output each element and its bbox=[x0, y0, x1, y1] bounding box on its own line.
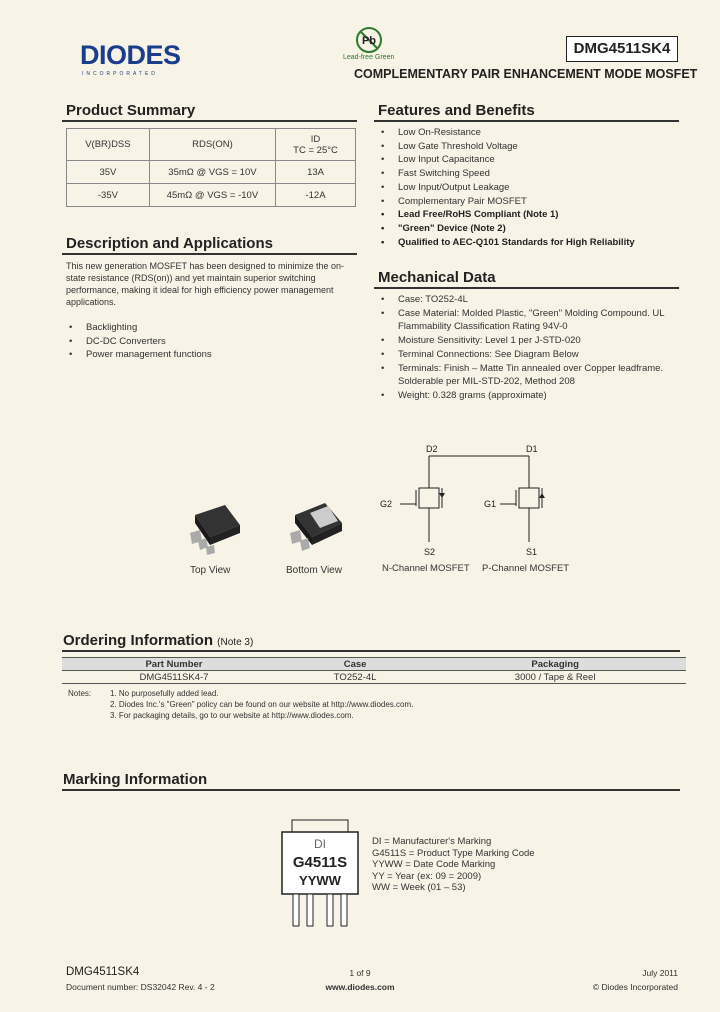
marking-chip-diagram bbox=[280, 818, 360, 930]
list-item: • Moisture Sensitivity: Level 1 per J-STD-020 bbox=[378, 334, 678, 348]
notes-list bbox=[110, 688, 610, 721]
product-summary-table bbox=[66, 128, 356, 207]
list-item: • Low Input/Output Leakage bbox=[378, 181, 678, 195]
diodes-logo-subtitle: INCORPORATED bbox=[82, 71, 158, 77]
header-case: Case bbox=[286, 658, 424, 671]
note-item: 1. No purposefully added lead. bbox=[110, 689, 219, 698]
p-channel-label: P-Channel MOSFET bbox=[482, 563, 570, 574]
list-item: • Backlighting bbox=[66, 321, 356, 335]
part-number-box: DMG4511SK4 bbox=[566, 36, 678, 62]
section-divider bbox=[62, 789, 680, 791]
marking-legend bbox=[372, 836, 672, 894]
list-item: • Case Material: Molded Plastic, "Green" Molding Compound. UL Flammability Classification Rating 94V-0 bbox=[378, 307, 678, 334]
cell: TO252-4L bbox=[286, 671, 424, 684]
table-row bbox=[67, 161, 356, 184]
description-line: state resistance (RDS(on)) and yet maintain superior switching bbox=[66, 273, 316, 283]
cell: -12A bbox=[276, 184, 356, 207]
note-item: 3. For packaging details, go to our website at http://www.diodes.com. bbox=[110, 711, 354, 720]
ordering-table bbox=[62, 657, 686, 684]
description-text bbox=[66, 260, 366, 308]
list-item: • Low Gate Threshold Voltage bbox=[378, 140, 678, 154]
chip-code: G4511S bbox=[292, 854, 348, 871]
pin-s1-label: S1 bbox=[526, 547, 538, 557]
note-item: 2. Diodes Inc.'s "Green" policy can be found on our website at http://www.diodes.com. bbox=[110, 700, 414, 709]
list-item: • Fast Switching Speed bbox=[378, 167, 678, 181]
footer-copyright: © Diodes Incorporated bbox=[592, 982, 678, 992]
chip-logo-mark: DI bbox=[314, 837, 326, 851]
chip-date: YYWW bbox=[299, 873, 341, 888]
mechanical-title: Mechanical Data bbox=[378, 269, 496, 286]
header-vbrdss: V(BR)DSS bbox=[67, 129, 150, 161]
mosfet-schematic bbox=[378, 440, 578, 565]
notes-label: Notes: bbox=[68, 689, 92, 698]
header-rdson: RDS(ON) bbox=[149, 129, 275, 161]
diodes-logo: DIODES bbox=[80, 40, 181, 70]
list-item: • Complementary Pair MOSFET bbox=[378, 195, 678, 209]
description-line: performance, making it ideal for high efficiency power management bbox=[66, 285, 334, 295]
ordering-note: (Note 3) bbox=[217, 637, 254, 648]
cell: 35V bbox=[67, 161, 150, 184]
list-item: • Power management functions bbox=[66, 348, 356, 362]
cell: DMG4511SK4-7 bbox=[62, 671, 286, 684]
description-line: This new generation MOSFET has been designed to minimize the on- bbox=[66, 261, 344, 271]
list-item: • Case: TO252-4L bbox=[378, 293, 678, 307]
bottom-view-label: Bottom View bbox=[286, 565, 342, 576]
lead-free-label: Lead-free Green bbox=[343, 54, 395, 61]
pin-g2-label: G2 bbox=[380, 499, 393, 509]
table-row bbox=[62, 671, 686, 684]
list-item: • Qualified to AEC-Q101 Standards for High Reliability bbox=[378, 236, 678, 250]
mechanical-list bbox=[378, 293, 678, 403]
list-item: • Terminal Connections: See Diagram Below bbox=[378, 348, 678, 362]
section-divider bbox=[62, 650, 680, 652]
legend-item: YYWW = Date Code Marking bbox=[372, 859, 496, 870]
legend-item: DI = Manufacturer's Marking bbox=[372, 836, 492, 847]
list-item: • Terminals: Finish – Matte Tin annealed over Copper leadframe. Solderable per MIL-STD-202, Method 208 bbox=[378, 362, 678, 389]
ordering-title bbox=[63, 632, 253, 649]
pin-g1-label: G1 bbox=[484, 499, 497, 509]
list-item: • "Green" Device (Note 2) bbox=[378, 222, 678, 236]
list-item: • Low Input Capacitance bbox=[378, 153, 678, 167]
section-divider bbox=[62, 253, 357, 255]
features-title: Features and Benefits bbox=[378, 102, 535, 119]
legend-item: YY = Year (ex: 09 = 2009) bbox=[372, 870, 482, 882]
package-top-view-image bbox=[180, 495, 250, 565]
product-summary-title: Product Summary bbox=[66, 102, 196, 119]
document-subtitle: COMPLEMENTARY PAIR ENHANCEMENT MODE MOSFET bbox=[354, 67, 698, 81]
ordering-title-text: Ordering Information bbox=[63, 632, 213, 649]
pin-d2-label: D2 bbox=[426, 444, 438, 454]
marking-title: Marking Information bbox=[63, 771, 208, 788]
package-bottom-view-image bbox=[280, 493, 350, 563]
legend-item: WW = Week (01 – 53) bbox=[372, 882, 466, 893]
footer-page-number: 1 of 9 bbox=[349, 968, 371, 978]
cell: 3000 / Tape & Reel bbox=[424, 671, 686, 684]
section-divider bbox=[374, 287, 679, 289]
footer-website-link[interactable]: www.diodes.com bbox=[325, 982, 395, 992]
cell: 45mΩ @ VGS = -10V bbox=[149, 184, 275, 207]
description-line: applications. bbox=[66, 297, 117, 307]
header-id-temp: TC = 25°C bbox=[293, 144, 338, 156]
applications-list bbox=[66, 321, 356, 362]
footer-part-number: DMG4511SK4 bbox=[66, 966, 140, 978]
footer-date: July 2011 bbox=[642, 968, 678, 978]
cell: -35V bbox=[67, 184, 150, 207]
n-channel-label: N-Channel MOSFET bbox=[382, 563, 470, 574]
pin-d1-label: D1 bbox=[526, 444, 538, 454]
header-id bbox=[276, 129, 356, 161]
cell: 13A bbox=[276, 161, 356, 184]
list-item: • DC-DC Converters bbox=[66, 335, 356, 349]
header-id-label: ID bbox=[310, 133, 321, 145]
top-view-label: Top View bbox=[190, 565, 231, 576]
list-item: • Weight: 0.328 grams (approximate) bbox=[378, 389, 678, 403]
footer-document-number: Document number: DS32042 Rev. 4 - 2 bbox=[66, 982, 215, 992]
list-item: • Lead Free/RoHS Compliant (Note 1) bbox=[378, 208, 678, 222]
legend-item: G4511S = Product Type Marking Code bbox=[372, 847, 535, 859]
features-list bbox=[378, 126, 678, 249]
lead-free-mark: Pb bbox=[361, 35, 377, 47]
header-part-number: Part Number bbox=[62, 658, 286, 671]
cell: 35mΩ @ VGS = 10V bbox=[149, 161, 275, 184]
section-divider bbox=[62, 120, 357, 122]
lead-free-icon bbox=[349, 26, 389, 70]
list-item: • Low On-Resistance bbox=[378, 126, 678, 140]
section-divider bbox=[374, 120, 679, 122]
description-title: Description and Applications bbox=[66, 235, 273, 252]
pin-s2-label: S2 bbox=[424, 547, 436, 557]
table-row bbox=[67, 184, 356, 207]
header-packaging: Packaging bbox=[424, 658, 686, 671]
